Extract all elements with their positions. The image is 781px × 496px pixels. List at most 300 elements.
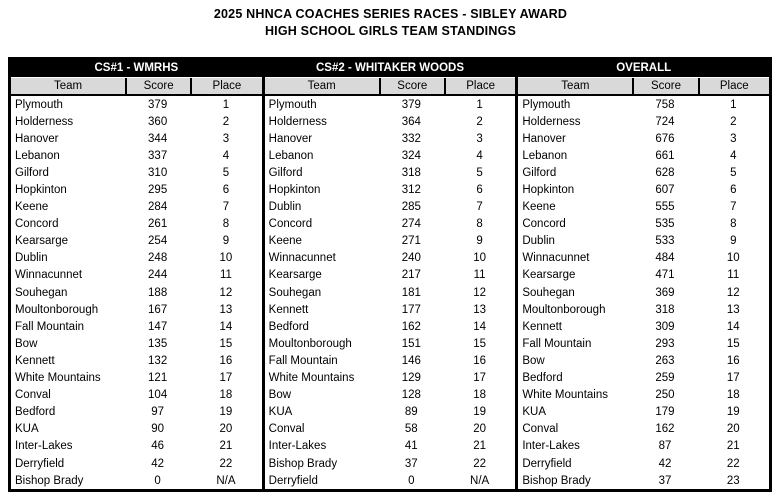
score-cell: 535 bbox=[655, 218, 675, 231]
team-cell: Winnacunnet bbox=[268, 252, 336, 265]
team-cell: Bishop Brady bbox=[15, 474, 84, 487]
team-cell: Concord bbox=[522, 218, 566, 231]
place-cell: 9 bbox=[476, 235, 483, 248]
table-row bbox=[265, 233, 516, 250]
team-cell: Holderness bbox=[268, 115, 327, 128]
table-row bbox=[265, 370, 516, 387]
score-cell: 628 bbox=[655, 166, 675, 179]
table-row bbox=[11, 438, 262, 455]
team-cell: Holderness bbox=[15, 115, 74, 128]
team-cell: Keene bbox=[522, 201, 556, 214]
table-row bbox=[518, 404, 769, 421]
place-cell: 20 bbox=[473, 423, 486, 436]
team-cell: Gilford bbox=[268, 166, 303, 179]
score-cell: 129 bbox=[401, 372, 421, 385]
place-cell: 20 bbox=[219, 423, 233, 436]
team-cell: Fall Mountain bbox=[268, 354, 338, 367]
team-cell: Lebanon bbox=[268, 149, 314, 162]
score-cell: 151 bbox=[401, 337, 421, 350]
team-cell: Conval bbox=[15, 389, 51, 402]
place-cell: 10 bbox=[726, 252, 740, 265]
team-cell: Lebanon bbox=[522, 149, 568, 162]
place-cell: 19 bbox=[726, 406, 740, 419]
table-row bbox=[265, 199, 516, 216]
standings-table-cs2 bbox=[262, 60, 516, 489]
place-cell: 18 bbox=[726, 389, 740, 402]
team-cell: Fall Mountain bbox=[15, 320, 85, 333]
team-cell: Winnacunnet bbox=[15, 269, 83, 282]
score-cell: 90 bbox=[151, 423, 165, 436]
table-body bbox=[11, 96, 262, 489]
table-row bbox=[518, 455, 769, 472]
score-cell: 310 bbox=[148, 166, 168, 179]
table-row bbox=[518, 164, 769, 181]
team-cell: Kennett bbox=[268, 303, 309, 316]
place-cell: 5 bbox=[730, 166, 737, 179]
team-cell: Derryfield bbox=[522, 457, 572, 470]
score-cell: 364 bbox=[401, 115, 421, 128]
table-row bbox=[518, 438, 769, 455]
team-cell: KUA bbox=[15, 423, 39, 436]
team-cell: Moultonborough bbox=[522, 303, 606, 316]
table-title-cs2: CS#2 - WHITAKER WOODS bbox=[265, 60, 516, 77]
team-cell: Bedford bbox=[15, 406, 56, 419]
table-row bbox=[265, 164, 516, 181]
table-row bbox=[518, 267, 769, 284]
table-row bbox=[265, 318, 516, 335]
place-cell: 16 bbox=[726, 354, 740, 367]
standings-table-cs1 bbox=[11, 60, 262, 489]
table-row bbox=[11, 216, 262, 233]
place-cell: 21 bbox=[726, 440, 740, 453]
table-row bbox=[265, 455, 516, 472]
score-cell: 533 bbox=[655, 235, 675, 248]
score-cell: 344 bbox=[148, 132, 168, 145]
table-row bbox=[518, 216, 769, 233]
team-cell: Bishop Brady bbox=[522, 474, 591, 487]
place-cell: 4 bbox=[476, 149, 483, 162]
table-row bbox=[265, 267, 516, 284]
place-cell: 9 bbox=[730, 235, 737, 248]
table-row bbox=[518, 472, 769, 489]
table-row bbox=[265, 130, 516, 147]
team-cell: Hopkinton bbox=[268, 184, 321, 197]
table-row bbox=[11, 387, 262, 404]
table-row bbox=[518, 250, 769, 267]
score-cell: 87 bbox=[658, 440, 672, 453]
score-cell: 758 bbox=[655, 98, 675, 111]
place-cell: 15 bbox=[726, 337, 740, 350]
column-header-place: Place bbox=[698, 78, 769, 94]
score-cell: 217 bbox=[401, 269, 421, 282]
table-row bbox=[11, 233, 262, 250]
column-header-team: Team bbox=[307, 80, 336, 92]
place-cell: 11 bbox=[219, 269, 232, 282]
score-cell: 332 bbox=[401, 132, 421, 145]
table-row bbox=[265, 404, 516, 421]
document-title-line1: 2025 NHNCA COACHES SERIES RACES - SIBLEY AWARD bbox=[213, 7, 568, 21]
team-cell: Gilford bbox=[15, 166, 49, 179]
score-cell: 337 bbox=[148, 149, 168, 162]
table-row bbox=[265, 387, 516, 404]
score-cell: 724 bbox=[655, 115, 675, 128]
table-body bbox=[265, 96, 516, 489]
place-cell: 2 bbox=[222, 115, 230, 128]
place-cell: N/A bbox=[470, 474, 490, 487]
score-cell: 135 bbox=[148, 337, 168, 350]
place-cell: 19 bbox=[473, 406, 486, 419]
table-row bbox=[265, 438, 516, 455]
score-cell: 318 bbox=[401, 166, 421, 179]
table-row bbox=[518, 301, 769, 318]
table-title-cs1: CS#1 - WMRHS bbox=[11, 60, 262, 77]
team-cell: Souhegan bbox=[522, 286, 575, 299]
score-cell: 132 bbox=[148, 354, 168, 367]
table-row bbox=[11, 318, 262, 335]
table-title-overall: OVERALL bbox=[518, 60, 769, 77]
team-cell: Dublin bbox=[15, 252, 48, 265]
table-row bbox=[265, 301, 516, 318]
place-cell: 7 bbox=[222, 201, 230, 214]
score-cell: 128 bbox=[401, 389, 421, 402]
team-cell: White Mountains bbox=[522, 389, 608, 402]
place-cell: 16 bbox=[473, 354, 486, 367]
table-row bbox=[518, 233, 769, 250]
team-cell: Hopkinton bbox=[15, 184, 67, 197]
table-row bbox=[265, 96, 516, 113]
score-cell: 676 bbox=[655, 132, 675, 145]
team-cell: Plymouth bbox=[522, 98, 571, 111]
team-cell: Bow bbox=[15, 337, 38, 350]
place-cell: 5 bbox=[222, 166, 230, 179]
score-cell: 309 bbox=[655, 320, 675, 333]
standings-table-overall bbox=[515, 60, 769, 489]
table-row bbox=[11, 370, 262, 387]
place-cell: 18 bbox=[473, 389, 486, 402]
place-cell: 12 bbox=[726, 286, 740, 299]
score-cell: 274 bbox=[401, 218, 421, 231]
document-title bbox=[0, 0, 781, 40]
team-cell: Bow bbox=[268, 389, 292, 402]
table-row bbox=[265, 335, 516, 352]
team-cell: Concord bbox=[15, 218, 59, 231]
table-row bbox=[265, 284, 516, 301]
score-cell: 46 bbox=[151, 440, 165, 453]
table-row bbox=[265, 216, 516, 233]
team-cell: Lebanon bbox=[15, 149, 60, 162]
team-cell: Bedford bbox=[522, 372, 563, 385]
table-row bbox=[265, 147, 516, 164]
team-cell: Concord bbox=[268, 218, 313, 231]
team-cell: Dublin bbox=[522, 235, 555, 248]
score-cell: 271 bbox=[401, 235, 421, 248]
place-cell: 8 bbox=[476, 218, 483, 231]
score-cell: 293 bbox=[655, 337, 675, 350]
score-cell: 555 bbox=[655, 201, 675, 214]
place-cell: 9 bbox=[222, 235, 230, 248]
team-cell: White Mountains bbox=[15, 372, 101, 385]
table-row bbox=[11, 113, 262, 130]
table-row bbox=[11, 301, 262, 318]
score-cell: 37 bbox=[404, 457, 418, 470]
place-cell: 3 bbox=[222, 132, 230, 145]
team-cell: Derryfield bbox=[15, 457, 65, 470]
place-cell: 7 bbox=[476, 201, 483, 214]
standings-tables-container bbox=[8, 57, 772, 492]
team-cell: Hanover bbox=[15, 132, 59, 145]
table-row bbox=[11, 130, 262, 147]
score-cell: 89 bbox=[404, 406, 418, 419]
score-cell: 37 bbox=[658, 474, 672, 487]
score-cell: 284 bbox=[148, 201, 168, 214]
table-row bbox=[11, 250, 262, 267]
column-header-score: Score bbox=[632, 78, 697, 94]
score-cell: 295 bbox=[148, 184, 168, 197]
table-row bbox=[11, 164, 262, 181]
table-row bbox=[11, 267, 262, 284]
place-cell: 13 bbox=[219, 303, 233, 316]
table-header-row bbox=[518, 77, 769, 96]
score-cell: 661 bbox=[655, 149, 675, 162]
place-cell: 11 bbox=[473, 269, 486, 282]
score-cell: 379 bbox=[148, 98, 168, 111]
table-row bbox=[265, 352, 516, 369]
column-header-team: Team bbox=[53, 80, 83, 92]
place-cell: 8 bbox=[222, 218, 230, 231]
score-cell: 188 bbox=[148, 286, 168, 299]
table-row bbox=[518, 335, 769, 352]
team-cell: Souhegan bbox=[15, 286, 68, 299]
team-cell: Moultonborough bbox=[15, 303, 99, 316]
column-header-place: Place bbox=[444, 78, 515, 94]
team-cell: Winnacunnet bbox=[522, 252, 590, 265]
team-cell: Hanover bbox=[522, 132, 566, 145]
team-cell: Gilford bbox=[522, 166, 557, 179]
place-cell: 13 bbox=[473, 303, 486, 316]
team-cell: White Mountains bbox=[268, 372, 355, 385]
place-cell: 10 bbox=[219, 252, 233, 265]
place-cell: 3 bbox=[476, 132, 483, 145]
score-cell: 484 bbox=[655, 252, 675, 265]
score-cell: 181 bbox=[401, 286, 421, 299]
team-cell: Kennett bbox=[522, 320, 562, 333]
score-cell: 121 bbox=[148, 372, 168, 385]
team-cell: Conval bbox=[268, 423, 305, 436]
team-cell: Holderness bbox=[522, 115, 581, 128]
place-cell: 14 bbox=[726, 320, 740, 333]
table-row bbox=[518, 421, 769, 438]
score-cell: 42 bbox=[151, 457, 165, 470]
team-cell: Kennett bbox=[15, 354, 55, 367]
place-cell: 17 bbox=[219, 372, 233, 385]
team-cell: Plymouth bbox=[15, 98, 63, 111]
place-cell: 8 bbox=[730, 218, 737, 231]
table-row bbox=[265, 250, 516, 267]
team-cell: Hopkinton bbox=[522, 184, 575, 197]
place-cell: 12 bbox=[219, 286, 233, 299]
score-cell: 285 bbox=[401, 201, 421, 214]
team-cell: Bow bbox=[522, 354, 545, 367]
place-cell: 11 bbox=[727, 269, 740, 282]
place-cell: 7 bbox=[730, 201, 737, 214]
table-row bbox=[11, 96, 262, 113]
score-cell: 312 bbox=[401, 184, 421, 197]
place-cell: 20 bbox=[726, 423, 740, 436]
place-cell: 4 bbox=[730, 149, 737, 162]
table-row bbox=[11, 147, 262, 164]
table-row bbox=[518, 387, 769, 404]
score-cell: 146 bbox=[401, 354, 421, 367]
place-cell: 22 bbox=[473, 457, 486, 470]
place-cell: 21 bbox=[219, 440, 233, 453]
table-row bbox=[265, 472, 516, 489]
place-cell: 5 bbox=[476, 166, 483, 179]
table-row bbox=[265, 113, 516, 130]
place-cell: 23 bbox=[726, 474, 740, 487]
team-cell: Conval bbox=[522, 423, 559, 436]
table-row bbox=[11, 421, 262, 438]
table-row bbox=[11, 352, 262, 369]
team-cell: Inter-Lakes bbox=[522, 440, 580, 453]
place-cell: 6 bbox=[222, 184, 230, 197]
score-cell: 369 bbox=[655, 286, 675, 299]
place-cell: 22 bbox=[219, 457, 233, 470]
team-cell: Kearsarge bbox=[522, 269, 576, 282]
table-row bbox=[518, 370, 769, 387]
table-header-row bbox=[265, 77, 516, 96]
team-cell: Bishop Brady bbox=[268, 457, 338, 470]
team-cell: Bedford bbox=[268, 320, 309, 333]
place-cell: 12 bbox=[473, 286, 486, 299]
table-body bbox=[518, 96, 769, 489]
table-row bbox=[518, 318, 769, 335]
team-cell: Keene bbox=[268, 235, 302, 248]
table-row bbox=[11, 455, 262, 472]
table-row bbox=[518, 181, 769, 198]
score-cell: 259 bbox=[655, 372, 675, 385]
table-row bbox=[11, 335, 262, 352]
place-cell: N/A bbox=[216, 474, 236, 487]
score-cell: 58 bbox=[404, 423, 418, 436]
score-cell: 250 bbox=[655, 389, 675, 402]
team-cell: Fall Mountain bbox=[522, 337, 592, 350]
team-cell: Souhegan bbox=[268, 286, 322, 299]
score-cell: 162 bbox=[401, 320, 421, 333]
score-cell: 607 bbox=[655, 184, 675, 197]
column-header-score: Score bbox=[125, 78, 190, 94]
score-cell: 179 bbox=[655, 406, 675, 419]
document-title-line2: HIGH SCHOOL GIRLS TEAM STANDINGS bbox=[264, 24, 517, 38]
column-header-score: Score bbox=[379, 78, 444, 94]
score-cell: 379 bbox=[401, 98, 421, 111]
score-cell: 244 bbox=[148, 269, 168, 282]
team-cell: Derryfield bbox=[268, 474, 318, 487]
place-cell: 6 bbox=[476, 184, 483, 197]
team-cell: Kearsarge bbox=[15, 235, 69, 248]
place-cell: 17 bbox=[726, 372, 740, 385]
team-cell: Hanover bbox=[268, 132, 313, 145]
place-cell: 15 bbox=[473, 337, 486, 350]
table-row bbox=[265, 421, 516, 438]
place-cell: 17 bbox=[473, 372, 486, 385]
score-cell: 324 bbox=[401, 149, 421, 162]
place-cell: 16 bbox=[219, 354, 233, 367]
score-cell: 177 bbox=[401, 303, 421, 316]
place-cell: 1 bbox=[222, 98, 230, 111]
score-cell: 318 bbox=[655, 303, 675, 316]
team-cell: Inter-Lakes bbox=[15, 440, 73, 453]
score-cell: 97 bbox=[151, 406, 165, 419]
column-header-place: Place bbox=[190, 78, 261, 94]
team-cell: KUA bbox=[522, 406, 546, 419]
team-cell: Dublin bbox=[268, 201, 302, 214]
place-cell: 1 bbox=[476, 98, 483, 111]
score-cell: 147 bbox=[148, 320, 168, 333]
table-row bbox=[518, 113, 769, 130]
place-cell: 15 bbox=[219, 337, 233, 350]
table-row bbox=[11, 181, 262, 198]
score-cell: 263 bbox=[655, 354, 675, 367]
score-cell: 261 bbox=[148, 218, 168, 231]
table-row bbox=[518, 199, 769, 216]
team-cell: Kearsarge bbox=[268, 269, 322, 282]
place-cell: 19 bbox=[219, 406, 233, 419]
team-cell: Keene bbox=[15, 201, 49, 214]
table-header-row bbox=[11, 77, 262, 96]
table-row bbox=[11, 404, 262, 421]
score-cell: 240 bbox=[401, 252, 421, 265]
score-cell: 0 bbox=[154, 474, 161, 487]
team-cell: Moultonborough bbox=[268, 337, 352, 350]
place-cell: 3 bbox=[730, 132, 737, 145]
table-row bbox=[518, 130, 769, 147]
place-cell: 18 bbox=[219, 389, 233, 402]
place-cell: 2 bbox=[476, 115, 483, 128]
score-cell: 162 bbox=[655, 423, 675, 436]
team-cell: Plymouth bbox=[268, 98, 317, 111]
table-row bbox=[265, 181, 516, 198]
score-cell: 248 bbox=[148, 252, 168, 265]
place-cell: 14 bbox=[473, 320, 486, 333]
table-row bbox=[11, 472, 262, 489]
table-row bbox=[518, 284, 769, 301]
score-cell: 41 bbox=[404, 440, 418, 453]
place-cell: 13 bbox=[726, 303, 740, 316]
table-row bbox=[518, 147, 769, 164]
score-cell: 42 bbox=[658, 457, 672, 470]
column-header-team: Team bbox=[561, 80, 590, 92]
place-cell: 1 bbox=[730, 98, 737, 111]
score-cell: 0 bbox=[408, 474, 415, 487]
place-cell: 4 bbox=[222, 149, 230, 162]
place-cell: 14 bbox=[219, 320, 233, 333]
team-cell: KUA bbox=[268, 406, 293, 419]
place-cell: 6 bbox=[730, 184, 737, 197]
table-row bbox=[11, 284, 262, 301]
place-cell: 2 bbox=[730, 115, 737, 128]
place-cell: 22 bbox=[726, 457, 740, 470]
score-cell: 167 bbox=[148, 303, 168, 316]
team-cell: Inter-Lakes bbox=[268, 440, 327, 453]
place-cell: 21 bbox=[473, 440, 486, 453]
table-row bbox=[11, 199, 262, 216]
table-row bbox=[518, 352, 769, 369]
score-cell: 360 bbox=[148, 115, 168, 128]
score-cell: 104 bbox=[148, 389, 168, 402]
score-cell: 471 bbox=[655, 269, 675, 282]
place-cell: 10 bbox=[473, 252, 486, 265]
table-row bbox=[518, 96, 769, 113]
